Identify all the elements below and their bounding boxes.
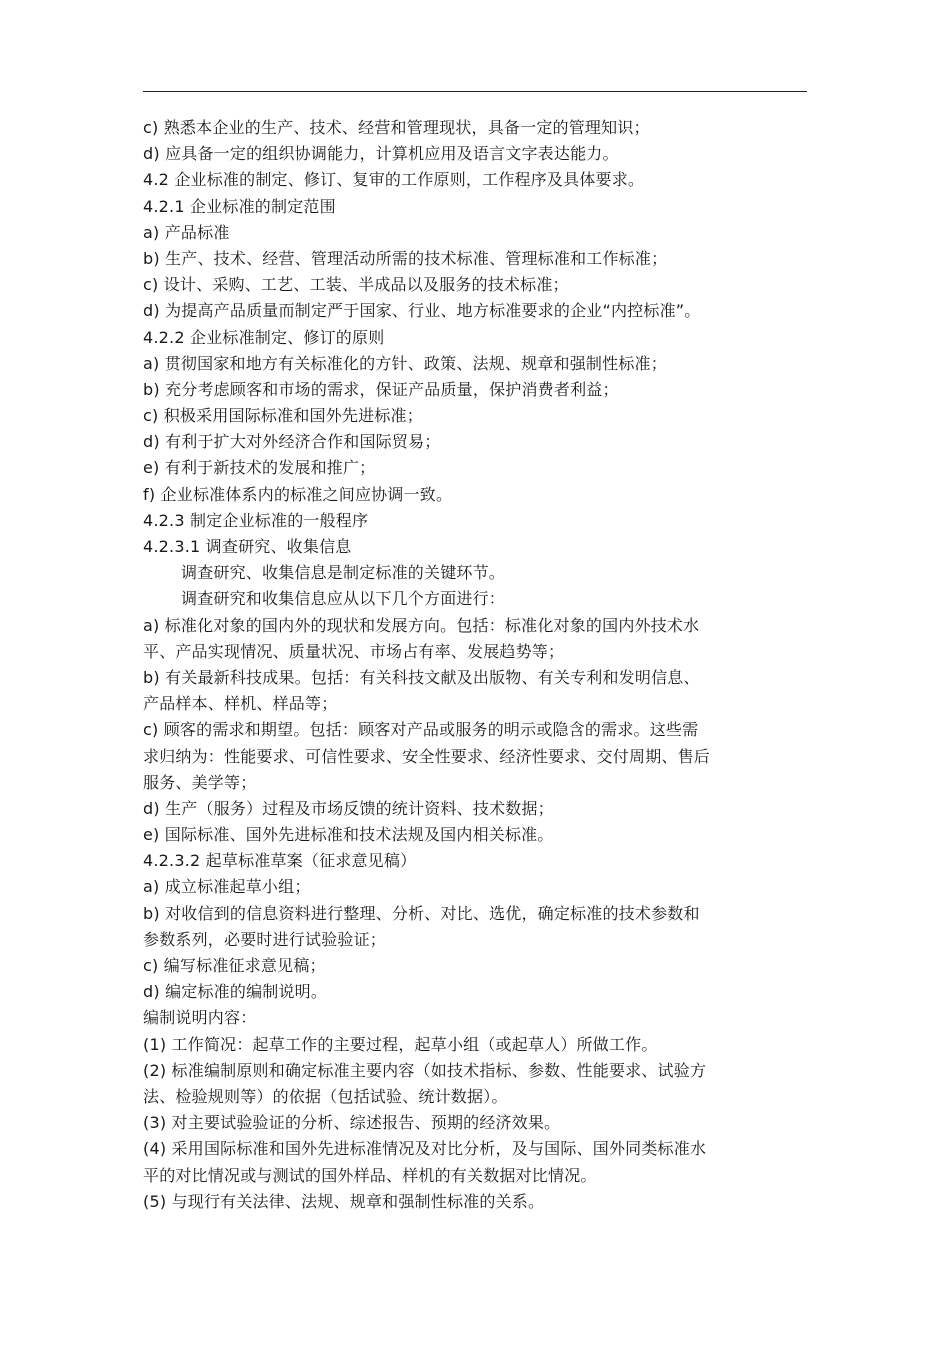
- text-line: c) 熟悉本企业的生产、技术、经营和管理现状，具备一定的管理知识；: [143, 118, 650, 137]
- text-line: (3) 对主要试验验证的分析、综述报告、预期的经济效果。: [143, 1113, 561, 1133]
- text-line: a) 产品标准: [143, 222, 230, 242]
- text-line: c) 设计、采购、工艺、工装、半成品以及服务的技术标准；: [143, 275, 569, 295]
- text-line: 产品样本、样机、样品等；: [143, 694, 338, 714]
- text-line: (2) 标准编制原则和确定标准主要内容（如技术指标、参数、性能要求、试验方: [143, 1060, 707, 1080]
- text-line: a) 标准化对象的国内外的现状和发展方向。包括：标准化对象的国内外技术水: [143, 615, 700, 635]
- section-heading: 4.2.1 企业标准的制定范围: [143, 196, 336, 216]
- text-line: 求归纳为：性能要求、可信性要求、安全性要求、经济性要求、交付周期、售后: [143, 746, 711, 766]
- text-line: d) 生产（服务）过程及市场反馈的统计资料、技术数据；: [143, 798, 554, 818]
- text-line: a) 贯彻国家和地方有关标准化的方针、政策、法规、规章和强制性标准；: [143, 353, 667, 373]
- section-heading: 4.2.3.2 起草标准草案（征求意见稿）: [143, 851, 417, 871]
- text-line: a) 成立标准起草小组；: [143, 877, 311, 897]
- text-line: 平、产品实现情况、质量状况、市场占有率、发展趋势等；: [143, 641, 565, 661]
- text-line: 调查研究和收集信息应从以下几个方面进行：: [181, 589, 506, 609]
- text-line: f) 企业标准体系内的标准之间应协调一致。: [143, 484, 453, 504]
- section-heading: 4.2.3.1 调查研究、收集信息: [143, 537, 352, 556]
- text-line: 法、检验规则等）的依据（包括试验、统计数据）。: [143, 1086, 508, 1106]
- section-heading: 4.2.3 制定企业标准的一般程序: [143, 510, 369, 530]
- section-heading: 4.2 企业标准的制定、修订、复审的工作原则，工作程序及具体要求。: [143, 170, 645, 190]
- text-line: e) 有利于新技术的发展和推广；: [143, 458, 376, 478]
- text-line: b) 生产、技术、经营、管理活动所需的技术标准、管理标准和工作标准；: [143, 248, 668, 268]
- text-line: (4) 采用国际标准和国外先进标准情况及对比分析，及与国际、国外同类标准水: [143, 1139, 707, 1159]
- text-line: b) 有关最新科技成果。包括：有关科技文献及出版物、有关专利和发明信息、: [143, 667, 700, 687]
- text-line: d) 编定标准的编制说明。: [143, 982, 328, 1002]
- text-line: (1) 工作简况：起草工作的主要过程，起草小组（或起草人）所做工作。: [143, 1034, 658, 1054]
- text-line: (5) 与现行有关法律、法规、规章和强制性标准的关系。: [143, 1191, 545, 1211]
- text-line: 服务、美学等；: [143, 772, 257, 792]
- text-line: e) 国际标准、国外先进标准和技术法规及国内相关标准。: [143, 825, 554, 845]
- text-line: c) 积极采用国际标准和国外先进标准；: [143, 406, 423, 426]
- text-line: 平的对比情况或与测试的国外样品、样机的有关数据对比情况。: [143, 1165, 597, 1185]
- text-line: 调查研究、收集信息是制定标准的关键环节。: [181, 563, 506, 583]
- text-line: c) 顾客的需求和期望。包括：顾客对产品或服务的明示或隐含的需求。这些需: [143, 720, 699, 740]
- section-heading: 4.2.2 企业标准制定、修订的原则: [143, 327, 385, 347]
- text-line: 参数系列，必要时进行试验验证；: [143, 929, 387, 949]
- text-line: d) 为提高产品质量而制定严于国家、行业、地方标准要求的企业“内控标准”。: [143, 301, 701, 321]
- text-line: b) 对收信到的信息资料进行整理、分析、对比、选优，确定标准的技术参数和: [143, 903, 700, 923]
- text-line: d) 应具备一定的组织协调能力，计算机应用及语言文字表达能力。: [143, 144, 619, 164]
- header-rule: [143, 91, 807, 92]
- document-body: [143, 115, 773, 1215]
- text-line: b) 充分考虑顾客和市场的需求，保证产品质量，保护消费者利益；: [143, 379, 619, 399]
- text-line: c) 编写标准征求意见稿；: [143, 956, 326, 975]
- text-line: d) 有利于扩大对外经济合作和国际贸易；: [143, 432, 441, 452]
- text-line: 编制说明内容：: [143, 1008, 257, 1028]
